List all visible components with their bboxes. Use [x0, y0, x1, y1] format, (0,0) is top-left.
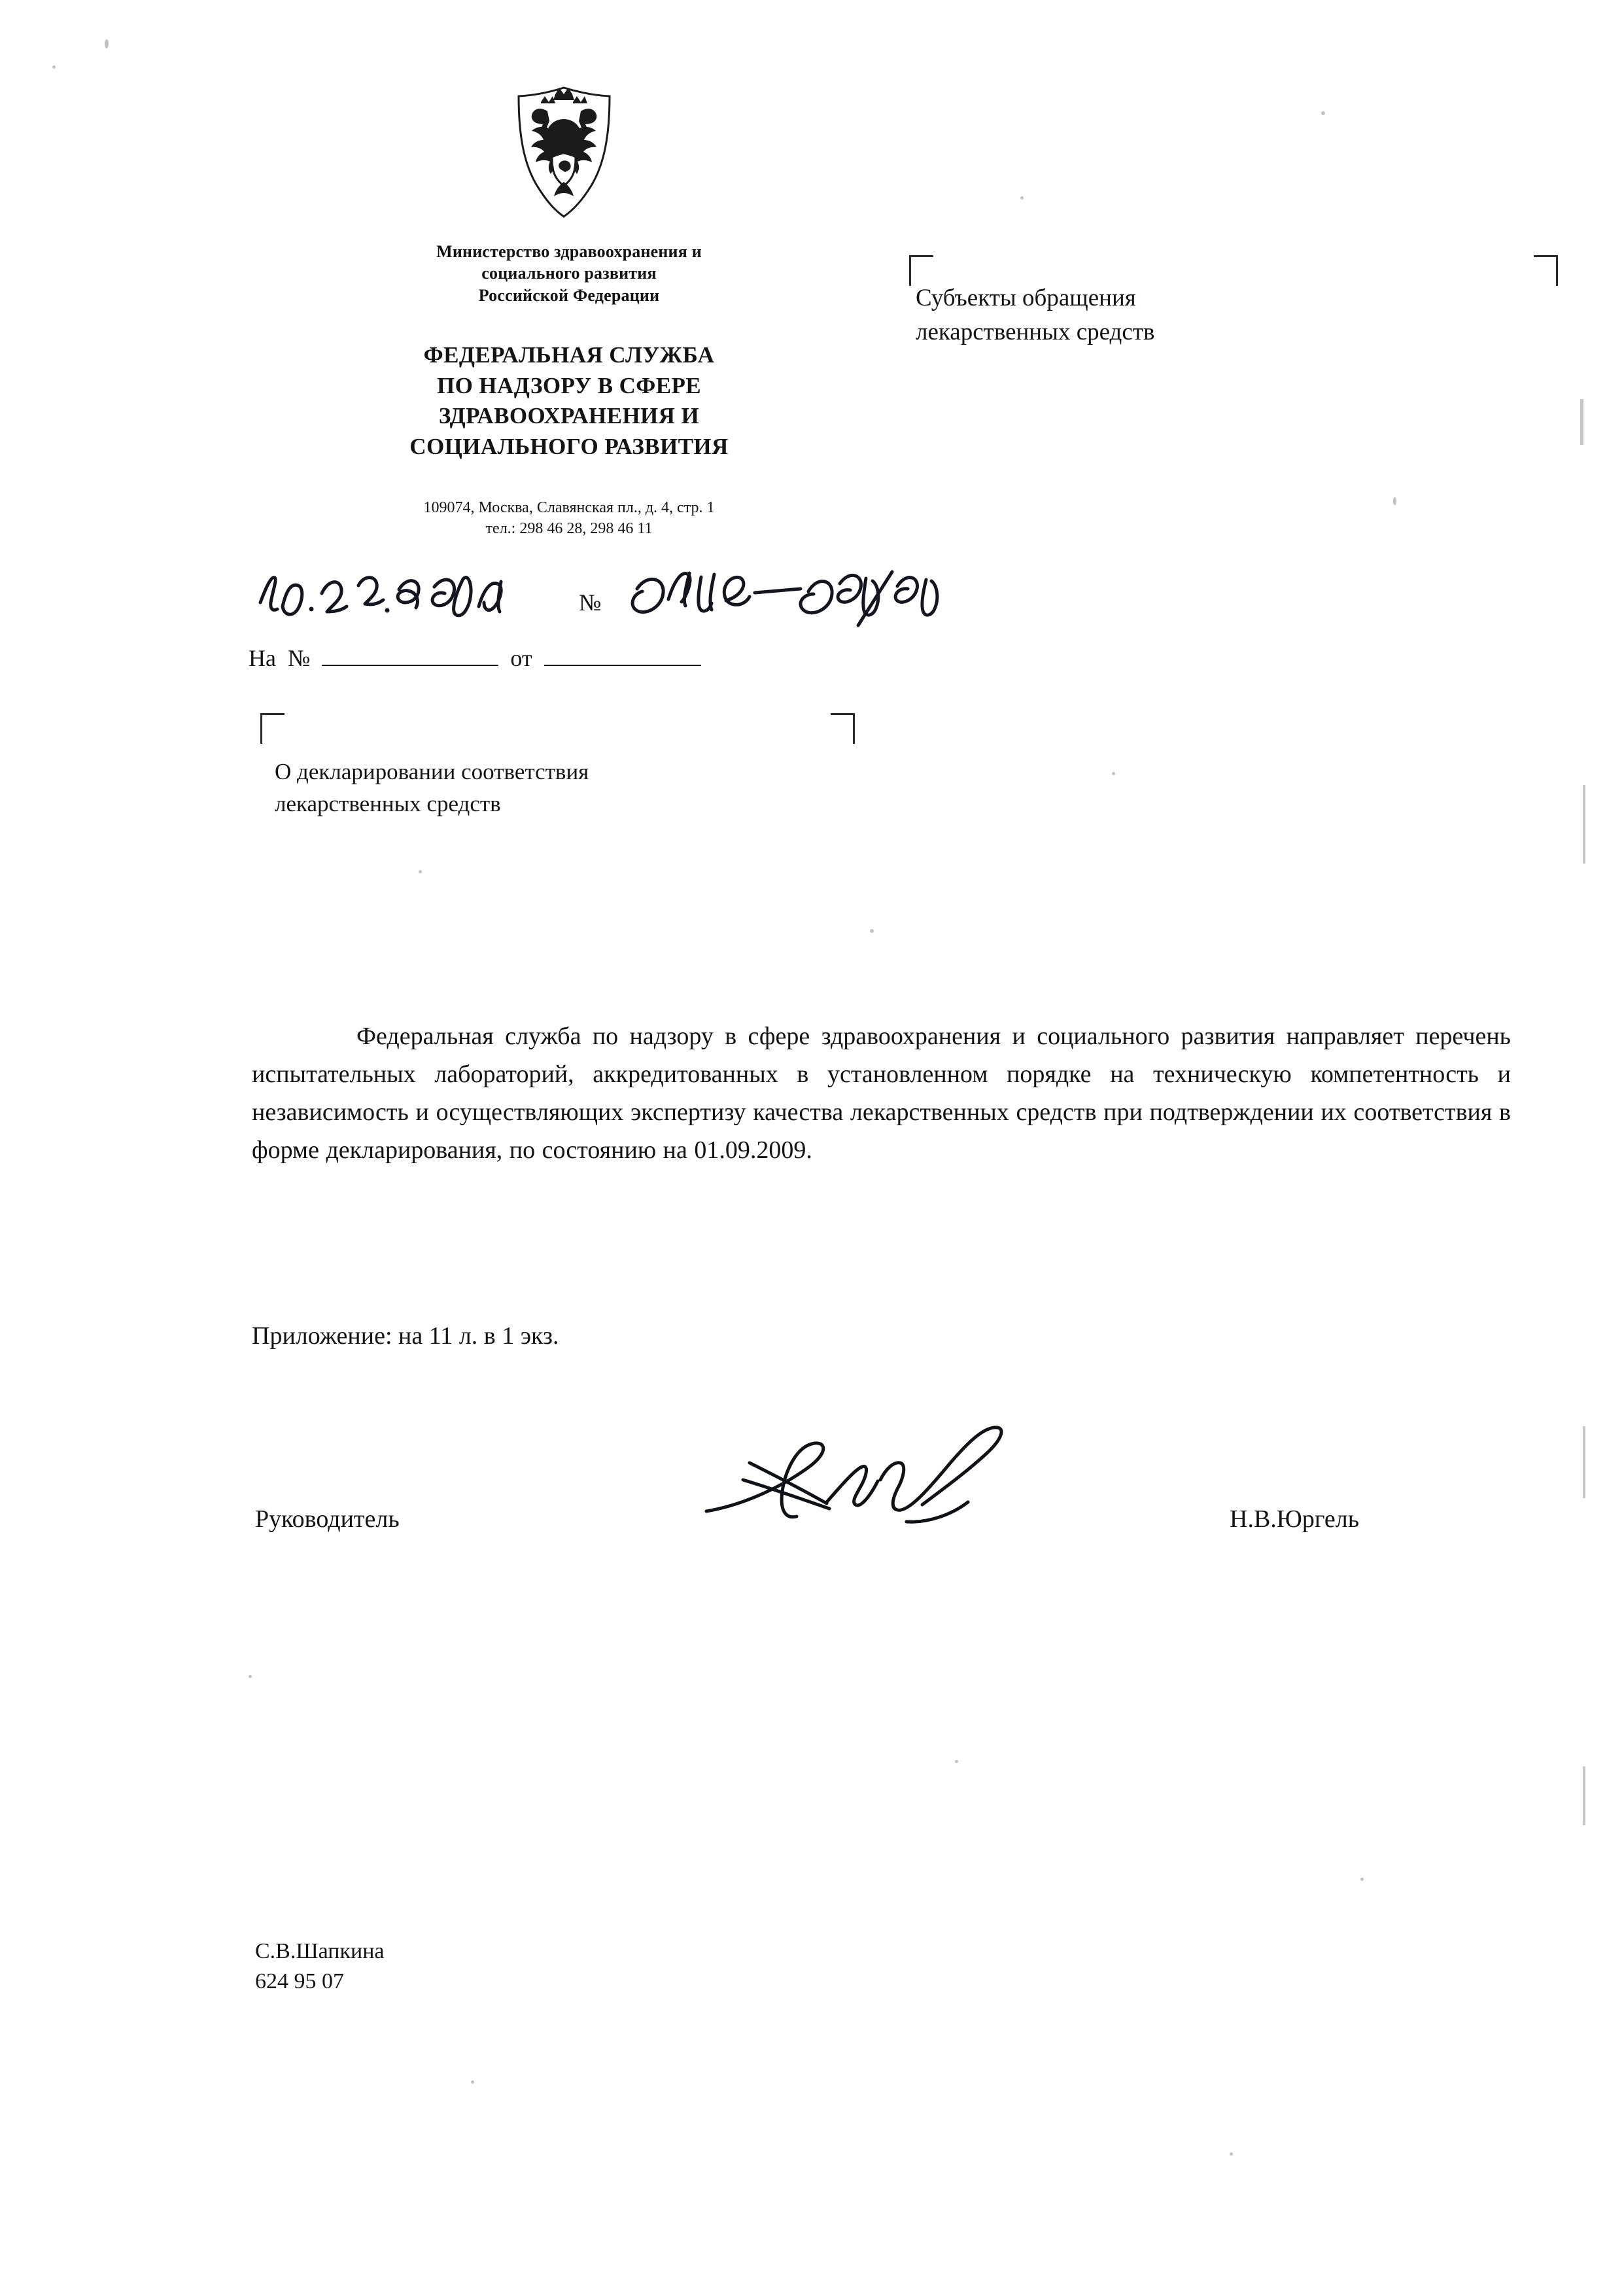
- scan-speck: [1393, 497, 1396, 505]
- subject-line-2: лекарственных средств: [275, 791, 501, 816]
- scan-speck: [52, 65, 56, 69]
- scan-speck: [471, 2080, 474, 2084]
- executor-phone: 624 95 07: [255, 1969, 344, 1993]
- reply-prefix-label: На: [249, 645, 276, 671]
- scan-edge-mark: [1583, 1766, 1585, 1825]
- address-line-2: тел.: 298 46 28, 298 46 11: [485, 520, 653, 538]
- reply-from-label: от: [510, 645, 532, 671]
- signer-position: Руководитель: [255, 1505, 400, 1533]
- service-name-line-4: СОЦИАЛЬНОГО РАЗВИТИЯ: [409, 433, 729, 459]
- service-name-line-2: ПО НАДЗОРУ В СФЕРЕ: [437, 372, 701, 398]
- handwritten-signature: [687, 1407, 1079, 1557]
- executor-block: [255, 1936, 385, 1997]
- scan-speck: [1230, 2152, 1233, 2156]
- signer-name: Н.В.Юргель: [1230, 1505, 1360, 1533]
- ministry-line-3: Российской Федерации: [478, 285, 660, 305]
- scan-speck: [1321, 111, 1325, 115]
- scan-speck: [249, 1675, 252, 1678]
- subject-block: [275, 756, 863, 820]
- reply-reference-row: [249, 644, 850, 672]
- scan-speck: [419, 870, 422, 873]
- reply-number-sign: №: [287, 645, 311, 671]
- russian-double-headed-eagle-emblem: [507, 85, 621, 219]
- reply-date-blank[interactable]: [544, 664, 701, 666]
- addressee-bracket-right: [1534, 255, 1558, 286]
- reply-number-blank[interactable]: [322, 664, 498, 666]
- service-name-line-3: ЗДРАВООХРАНЕНИЯ И: [438, 403, 700, 429]
- scan-edge-mark: [1583, 785, 1585, 864]
- scan-speck: [1020, 196, 1024, 200]
- scan-speck: [955, 1760, 958, 1763]
- ministry-heading: [366, 241, 772, 306]
- subject-bracket-right: [831, 713, 855, 744]
- scan-speck: [1112, 772, 1115, 775]
- scan-speck: [1360, 1878, 1364, 1881]
- subject-line-1: О декларировании соответствия: [275, 759, 589, 784]
- service-name-heading: [307, 340, 831, 462]
- ministry-line-1: Министерство здравоохранения и: [436, 242, 702, 261]
- letter-body: Федеральная служба по надзору в сфере здравоохранения и социального развития направляет перечень испытательных лабораторий, аккредитованных в установленном порядке на техническую компетентность и независимость и осуществляющих экспертизу качества лекарственных средств при подтверждении их соответствия в форме декларирования, по состоянию на 01.09.2009.: [252, 1023, 1511, 1165]
- addressee-block: [916, 281, 1413, 349]
- handwritten-registration-number: [615, 555, 981, 633]
- addressee-line-1: Субъекты обращения: [916, 285, 1136, 311]
- letterhead-address: [307, 497, 831, 540]
- subject-bracket-left: [260, 713, 285, 744]
- scan-speck: [105, 39, 109, 48]
- scan-edge-mark: [1580, 399, 1583, 445]
- address-line-1: 109074, Москва, Славянская пл., д. 4, стр. 1: [423, 499, 715, 516]
- registration-number-sign: №: [579, 589, 602, 616]
- service-name-line-1: ФЕДЕРАЛЬНАЯ СЛУЖБА: [423, 342, 715, 368]
- executor-name: С.В.Шапкина: [255, 1939, 385, 1963]
- scan-edge-mark: [1583, 1426, 1585, 1498]
- addressee-line-2: лекарственных средств: [916, 318, 1155, 345]
- scan-speck: [870, 929, 874, 933]
- ministry-line-2: социального развития: [481, 264, 657, 283]
- handwritten-date: [249, 559, 615, 631]
- attachment-note: Приложение: на 11 л. в 1 экз.: [252, 1322, 559, 1350]
